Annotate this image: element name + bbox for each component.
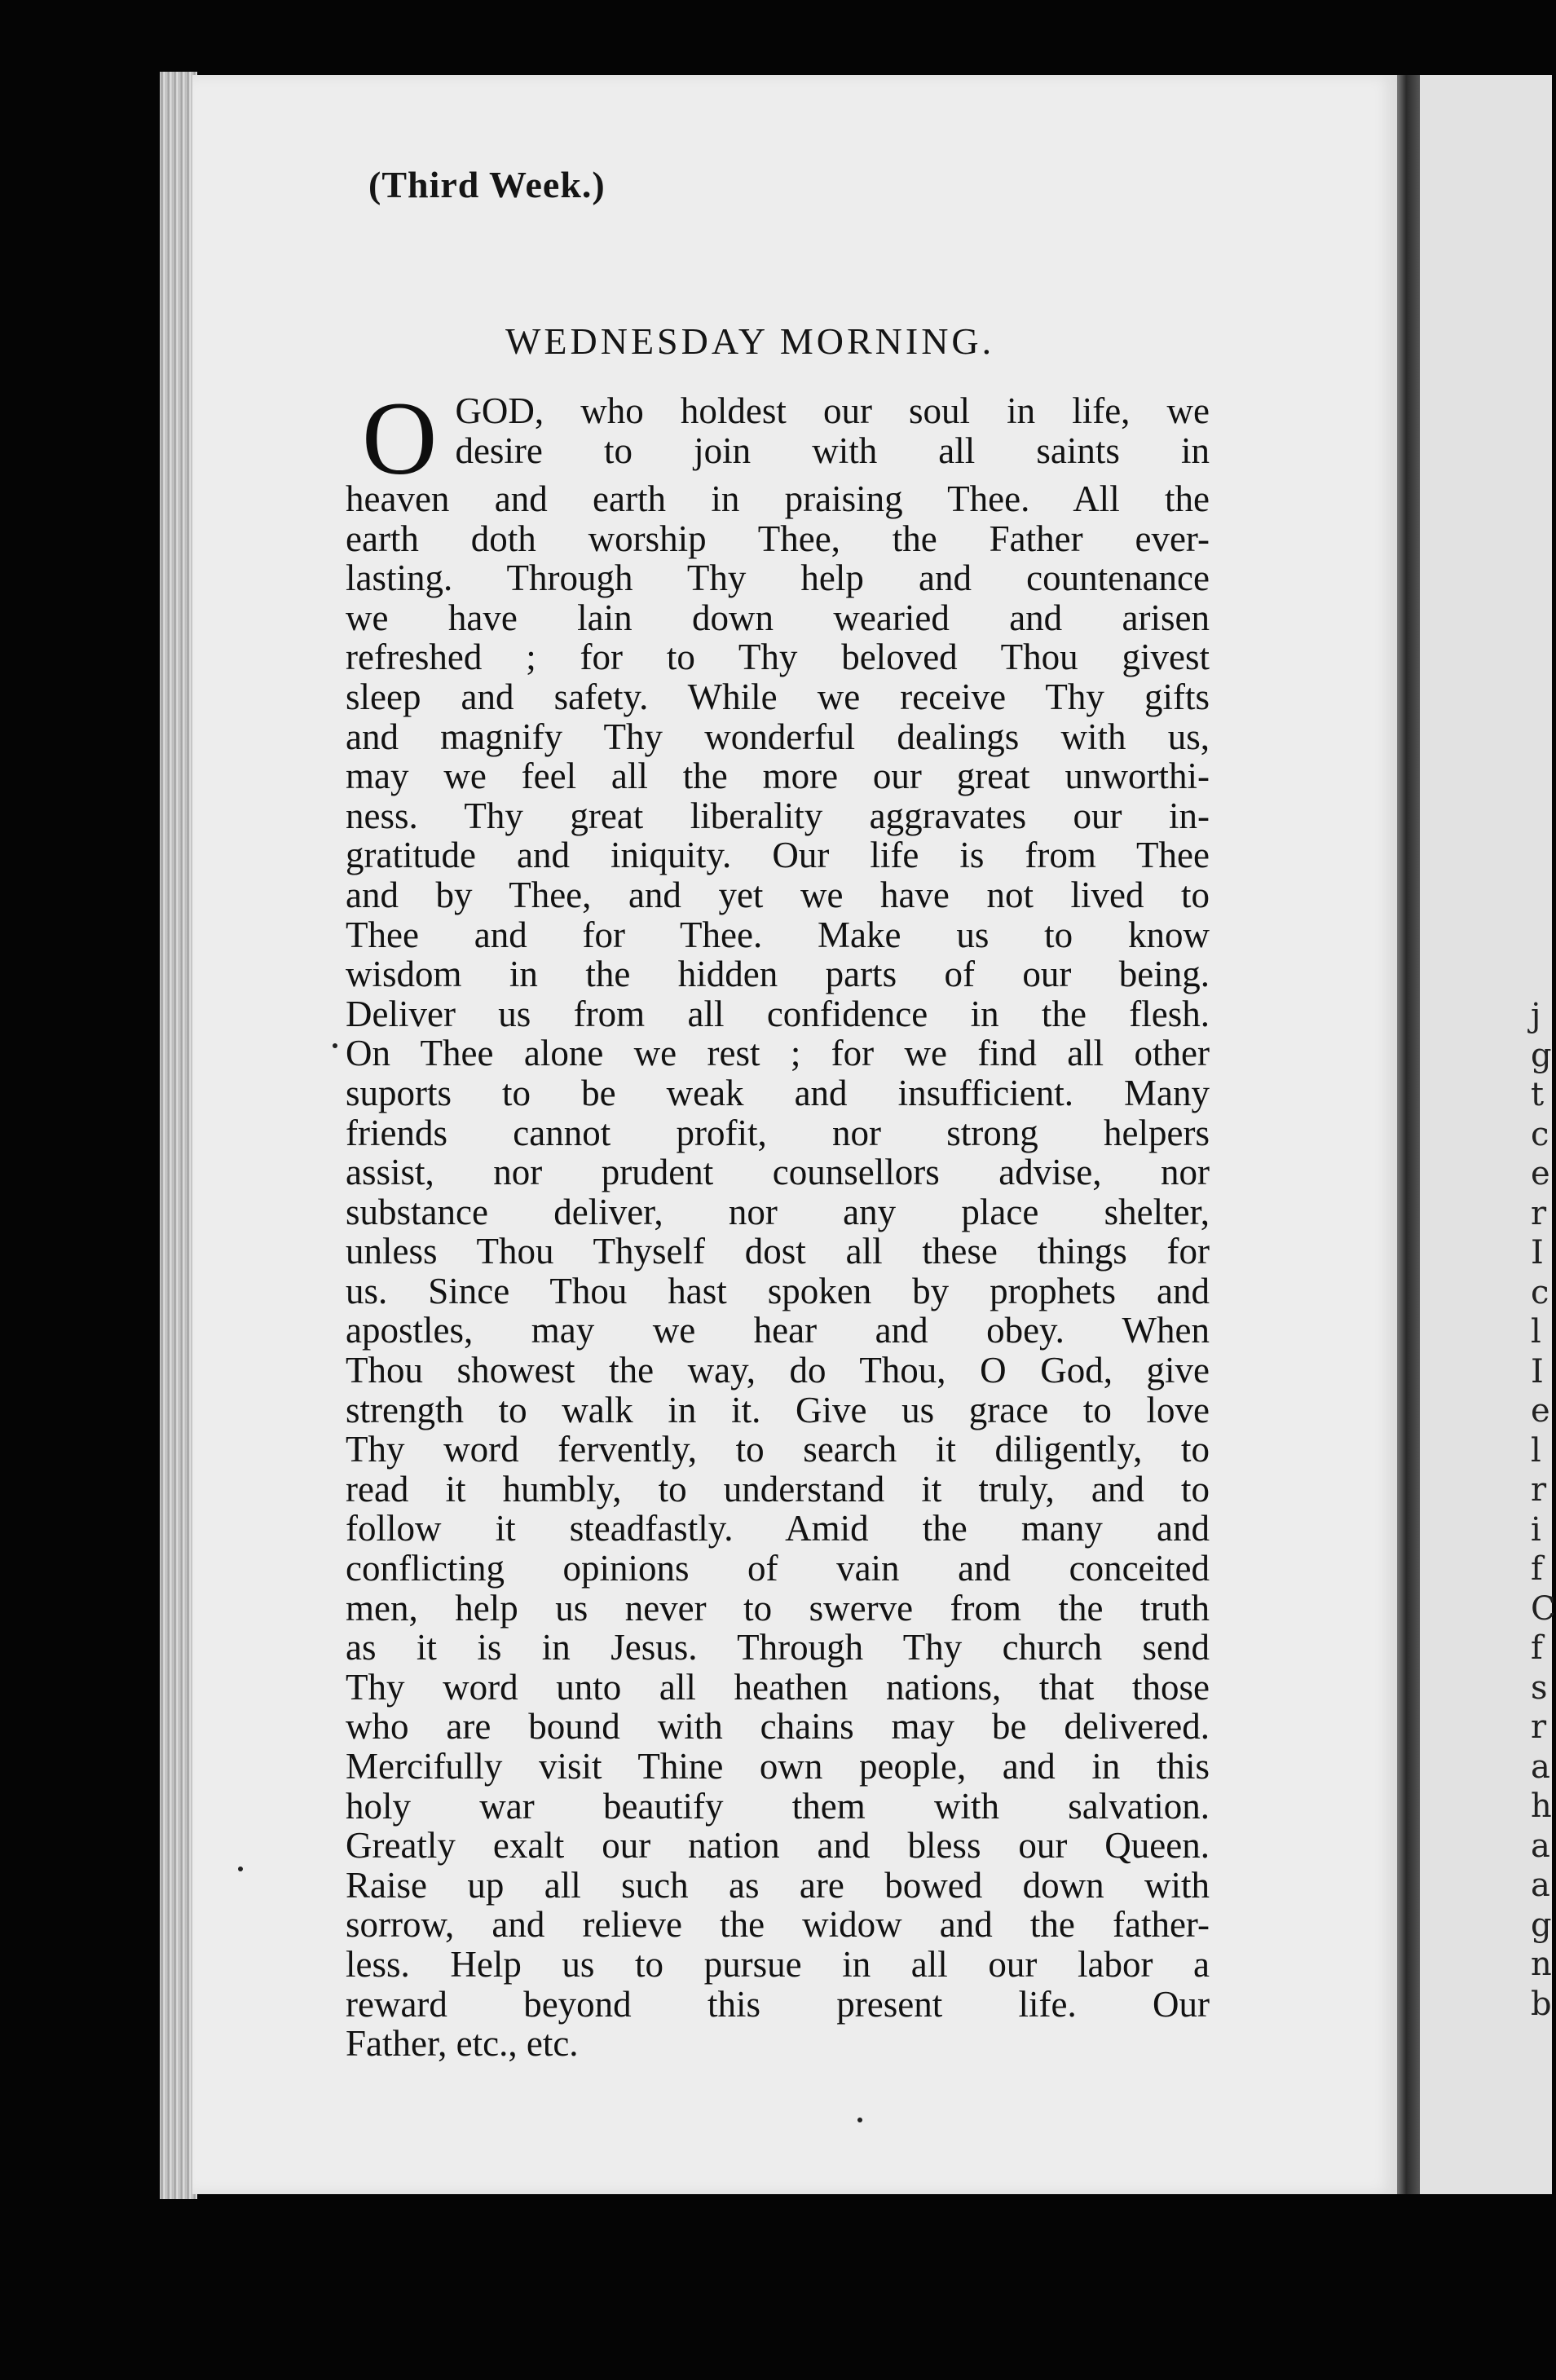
- prayer-line: On Thee alone we rest ; for we find all other: [346, 1033, 1210, 1074]
- facing-page-letter: r: [1531, 1471, 1547, 1509]
- prayer-line: Raise up all such as are bowed down with: [346, 1864, 1210, 1906]
- facing-page-letter: e: [1531, 1392, 1550, 1430]
- prayer-line: as it is in Jesus. Through Thy church send: [346, 1627, 1210, 1668]
- prayer-line: Thee and for Thee. Make us to know: [346, 914, 1210, 955]
- facing-page-letter: I: [1531, 1234, 1544, 1272]
- facing-page-letter: I: [1531, 1352, 1544, 1391]
- prayer-line: lasting. Through Thy help and countenance: [346, 558, 1210, 599]
- drop-cap: O: [362, 381, 438, 496]
- prayer-line: Mercifully visit Thine own people, and in this: [346, 1746, 1210, 1787]
- facing-page-letter: r: [1531, 1194, 1547, 1232]
- prayer-line: and magnify Thy wonderful dealings with us,: [346, 716, 1210, 757]
- prayer-line: sorrow, and relieve the widow and the father-: [346, 1904, 1210, 1946]
- facing-page-letter: t: [1531, 1076, 1545, 1113]
- prayer-line: strength to walk in it. Give us grace to love: [346, 1389, 1210, 1430]
- facing-page-letter: c: [1531, 1115, 1549, 1153]
- prayer-line: substance deliver, nor any place shelter,: [346, 1191, 1210, 1232]
- facing-page-letter: l: [1531, 1431, 1541, 1470]
- facing-page-letter: j: [1531, 997, 1541, 1034]
- prayer-line: may we feel all the more our great unworthi-: [346, 756, 1210, 797]
- prayer-line: us. Since Thou hast spoken by prophets and: [346, 1270, 1210, 1311]
- ink-speck: [857, 2118, 862, 2122]
- prayer-line: sleep and safety. While we receive Thy gifts: [346, 676, 1210, 717]
- prayer-line: Father, etc., etc.: [346, 2023, 579, 2065]
- prayer-line: who are bound with chains may be delivered.: [346, 1706, 1210, 1748]
- prayer-line: refreshed ; for to Thy beloved Thou givest: [346, 637, 1210, 678]
- prayer-line: Thy word fervently, to search it diligently, to: [346, 1429, 1210, 1470]
- book-gutter: [1397, 75, 1420, 2194]
- prayer-line: read it humbly, to understand it truly, and to: [346, 1468, 1210, 1510]
- prayer-body: [346, 381, 1210, 2065]
- prayer-line: reward beyond this present life. Our: [346, 1983, 1210, 2025]
- facing-page-letter: a: [1531, 1827, 1550, 1865]
- prayer-line: and by Thee, and yet we have not lived to: [346, 874, 1210, 915]
- facing-page-letter: g: [1531, 1036, 1552, 1074]
- prayer-line: conflicting opinions of vain and conceited: [346, 1548, 1210, 1589]
- facing-page-letter: l: [1531, 1313, 1541, 1351]
- facing-page-letter: a: [1531, 1867, 1550, 1904]
- facing-page-letter: e: [1531, 1155, 1550, 1192]
- prayer-line: Thou showest the way, do Thou, O God, give: [346, 1350, 1210, 1391]
- facing-page-letter: n: [1531, 1946, 1552, 1983]
- prayer-line: heaven and earth in praising Thee. All the: [346, 478, 1210, 519]
- prayer-line: desire to join with all saints in: [455, 430, 1210, 471]
- facing-page-letter: a: [1531, 1748, 1550, 1786]
- prayer-line: friends cannot profit, nor strong helpers: [346, 1112, 1210, 1153]
- prayer-line: holy war beautify them with salvation.: [346, 1785, 1210, 1827]
- prayer-line: wisdom in the hidden parts of our being.: [346, 954, 1210, 995]
- prayer-line: Thy word unto all heathen nations, that those: [346, 1666, 1210, 1708]
- prayer-line: suports to be weak and insufficient. Many: [346, 1072, 1210, 1113]
- prayer-line: men, help us never to swerve from the truth: [346, 1587, 1210, 1629]
- prayer-line: GOD, who holdest our soul in life, we: [455, 390, 1210, 431]
- prayer-line: unless Thou Thyself dost all these things for: [346, 1231, 1210, 1272]
- facing-page-letter: h: [1531, 1787, 1552, 1825]
- facing-page: [1420, 75, 1556, 2194]
- running-head: (Third Week.): [368, 164, 606, 205]
- facing-page-letter: g: [1531, 1906, 1552, 1944]
- prayer-line: apostles, may we hear and obey. When: [346, 1310, 1210, 1351]
- facing-page-margin-text: [1531, 996, 1556, 2024]
- prayer-line: gratitude and iniquity. Our life is from Thee: [346, 835, 1210, 876]
- facing-page-letter: f: [1531, 1629, 1543, 1667]
- facing-page-letter: r: [1531, 1708, 1547, 1746]
- prayer-line: Greatly exalt our nation and bless our Queen.: [346, 1825, 1210, 1867]
- facing-page-letter: f: [1531, 1550, 1543, 1588]
- facing-page-letter: s: [1531, 1668, 1548, 1707]
- facing-page-letter: C: [1531, 1589, 1556, 1628]
- prayer-line: ness. Thy great liberality aggravates our in-: [346, 795, 1210, 836]
- prayer-heading: WEDNESDAY MORNING.: [505, 320, 995, 362]
- prayer-line: less. Help us to pursue in all our labor a: [346, 1943, 1210, 1985]
- prayer-line: Deliver us from all confidence in the flesh.: [346, 993, 1210, 1034]
- facing-page-letter: i: [1531, 1510, 1541, 1549]
- ink-speck: [238, 1867, 243, 1871]
- ink-speck: [333, 1043, 337, 1048]
- prayer-line: follow it steadfastly. Amid the many and: [346, 1508, 1210, 1549]
- facing-page-letter: c: [1531, 1273, 1549, 1311]
- prayer-line: earth doth worship Thee, the Father ever-: [346, 518, 1210, 559]
- facing-page-letter: b: [1531, 1985, 1552, 2023]
- prayer-line: assist, nor prudent counsellors advise, nor: [346, 1152, 1210, 1193]
- prayer-line: we have lain down wearied and arisen: [346, 597, 1210, 638]
